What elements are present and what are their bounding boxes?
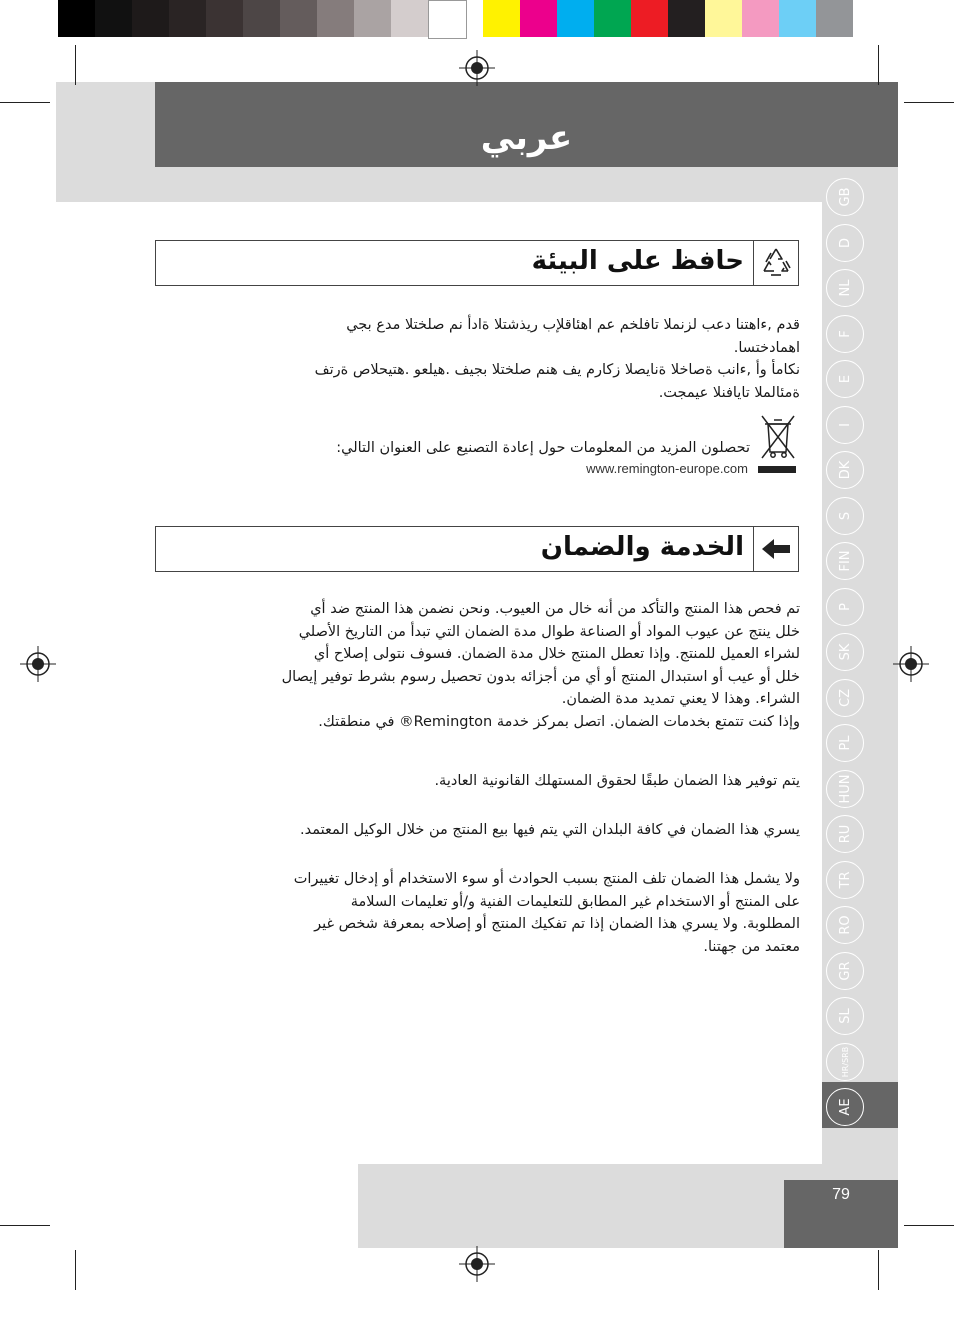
tab-hr-srb[interactable]: HR/SRB: [826, 1043, 864, 1081]
color-swatch: [520, 0, 557, 37]
gray-swatch: [280, 0, 317, 37]
registration-mark: [459, 1246, 495, 1282]
color-swatch: [742, 0, 779, 37]
tab-hun[interactable]: HUN: [826, 770, 864, 808]
environment-line: قدم ,ءاهتنا دعب لزنملا تافلخم عم اهئاقلإب ريذشتلا ةادأ نم صلختلا مدع بجي: [346, 317, 800, 333]
warranty-line: خلل أو عيب أو استبدال المنتج أو أي من أجزائه بدون تحصيل رسوم بشرط توفير إيصال: [281, 668, 800, 685]
crop-mark: [904, 102, 954, 103]
warranty-line: لشراء العميل للمنتج. وإذا تعطل المنتج خلال مدة الضمان. فسوف نتولى إصلاح أي: [313, 646, 800, 662]
tab-f[interactable]: F: [826, 315, 864, 353]
tab-e[interactable]: E: [826, 360, 864, 398]
environment-line: ةمئالملا تايافنلا عيمجت.: [658, 384, 800, 401]
consumer-rights-line: يتم توفير هذا الضمان طبقًا لحقوق المستهلك القانونية العادية.: [434, 773, 800, 789]
tab-fin[interactable]: FIN: [826, 542, 864, 580]
recycling-info-line: تحصلون المزيد من المعلومات حول إعادة التصنيع على العنوان التالي:: [336, 440, 750, 456]
crop-mark: [878, 1250, 879, 1290]
countries-line: يسري هذا الضمان في كافة البلدان التي يتم فيها بيع المنتج من خلال الوكيل المعتمد.: [300, 822, 800, 838]
gray-swatch: [317, 0, 354, 37]
exclusions-line: ولا يشمل هذا الضمان تلف المنتج بسبب الحوادث أو سوء الاستخدام أو إدخال تغييرات: [293, 871, 800, 887]
color-swatch: [668, 0, 705, 37]
warranty-line: وإذا كنت تتمتع بخدمات الضمان. اتصل بمركز خدمة Remington® في منطقتك.: [318, 713, 800, 730]
gray-swatch: [95, 0, 132, 37]
page-title: عربي: [480, 118, 573, 158]
gray-swatch: [354, 0, 391, 37]
gray-swatch: [132, 0, 169, 37]
crossed-bin-icon: [758, 412, 798, 464]
recycle-icon: [754, 241, 798, 285]
recycling-url[interactable]: www.remington-europe.com: [586, 461, 748, 476]
tab-gb[interactable]: GB: [826, 178, 864, 216]
warranty-line: تم فحص هذا المنتج والتأكد من أنه خال من العيوب. ونحن نضمن هذا المنتج ضد أي: [310, 601, 800, 617]
tab-pl[interactable]: PL: [826, 724, 864, 762]
gray-swatch: [243, 0, 280, 37]
color-swatch: [483, 0, 520, 37]
color-swatch: [557, 0, 594, 37]
page-number: 79: [784, 1180, 898, 1248]
crop-mark: [0, 102, 50, 103]
tab-tr[interactable]: TR: [826, 861, 864, 899]
exclusions-paragraph: [160, 868, 800, 958]
service-section-title: الخدمة والضمان: [540, 532, 744, 562]
color-swatch: [594, 0, 631, 37]
exclusions-line: معتمد من جهتنا.: [703, 938, 800, 955]
environment-paragraph: [190, 314, 800, 404]
color-swatch: [779, 0, 816, 37]
tab-p[interactable]: P: [826, 588, 864, 626]
tab-d[interactable]: D: [826, 224, 864, 262]
tab-nl[interactable]: NL: [826, 269, 864, 307]
environment-line: نكامأ وأ ,ءانب ةصاخلا ةنايصلا زكارم يف هنم صلختلا بجيف .هيلعو .هتيحلاص ةرتف: [314, 362, 800, 378]
tab-dk[interactable]: DK: [826, 451, 864, 489]
gray-swatch: [58, 0, 95, 37]
tab-ro[interactable]: RO: [826, 906, 864, 944]
exclusions-line: على المنتج أو الاستخدام غير المطابق للتعليمات الفنية و/أو تعليمات السلامة: [350, 893, 800, 910]
tab-i[interactable]: I: [826, 406, 864, 444]
environment-icon-box: [753, 240, 799, 286]
environment-section-title: حافظ على البيئة: [531, 246, 744, 276]
registration-mark: [893, 646, 929, 682]
weee-bar: [758, 466, 796, 473]
tab-gr[interactable]: GR: [826, 952, 864, 990]
arrow-left-icon: [754, 527, 798, 571]
tab-sl[interactable]: SL: [826, 997, 864, 1035]
crop-mark: [0, 1225, 50, 1226]
color-swatch: [816, 0, 853, 37]
tab-ru[interactable]: RU: [826, 815, 864, 853]
tab-cz[interactable]: CZ: [826, 679, 864, 717]
countries-paragraph: [150, 819, 800, 842]
crop-mark: [75, 45, 76, 85]
tab-s[interactable]: S: [826, 497, 864, 535]
warranty-paragraph: [160, 598, 800, 733]
tab-sk[interactable]: SK: [826, 633, 864, 671]
warranty-line: خلل ينتج عن عيوب المواد أو الصناعة طوال مدة الضمان التي تبدأ من التاريخ الأصلي: [298, 623, 800, 640]
gray-swatch: [169, 0, 206, 37]
service-icon-box: [753, 526, 799, 572]
gray-swatch: [428, 0, 467, 39]
tab-ae[interactable]: AE: [826, 1088, 864, 1126]
registration-mark: [20, 646, 56, 682]
consumer-rights-paragraph: [160, 770, 800, 793]
gray-swatch: [391, 0, 428, 37]
environment-line: اهمادختسا.: [733, 339, 800, 356]
crop-mark: [904, 1225, 954, 1226]
exclusions-line: المطلوبة. ولا يسري هذا الضمان إذا تم تفكيك المنتج أو إصلاحه بمعرفة شخص غير: [314, 916, 800, 932]
crop-mark: [878, 45, 879, 85]
gray-swatch: [206, 0, 243, 37]
crop-mark: [75, 1250, 76, 1290]
registration-mark: [459, 50, 495, 86]
color-swatch: [631, 0, 668, 37]
warranty-line: الشراء. وهذا لا يعني تمديد مدة الضمان.: [561, 691, 800, 707]
color-swatch: [705, 0, 742, 37]
